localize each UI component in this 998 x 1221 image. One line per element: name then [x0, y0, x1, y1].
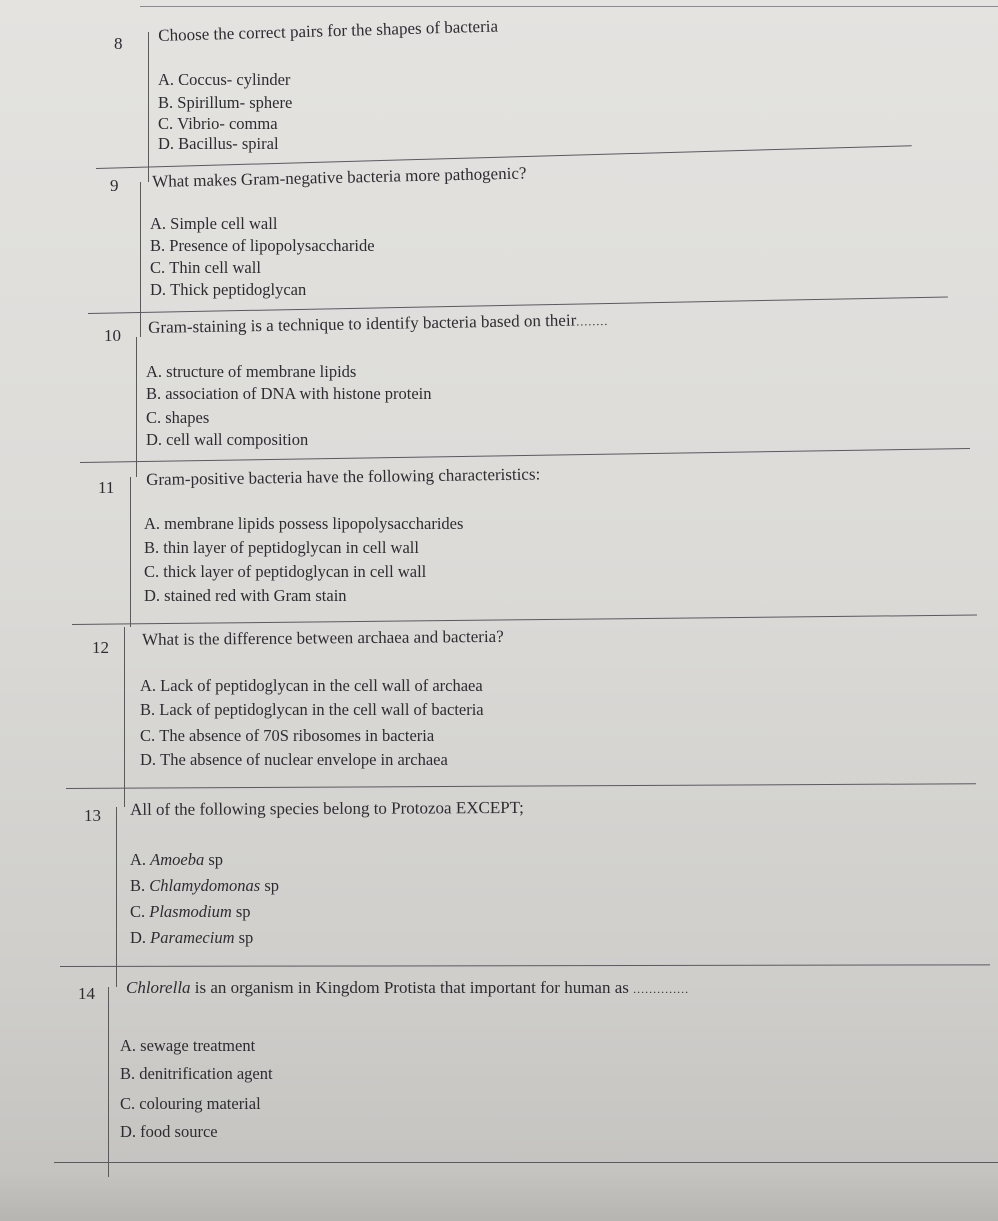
row-divider-3 — [80, 448, 970, 463]
option: C. The absence of 70S ribosomes in bacteria — [140, 726, 435, 745]
option: D. The absence of nuclear envelope in archaea — [140, 750, 448, 769]
question-number: 10 — [104, 326, 121, 345]
option: D. Thick peptidoglycan — [150, 280, 307, 299]
question-text: All of the following species belong to Protozoa EXCEPT; — [130, 797, 524, 819]
table-top-border — [140, 6, 998, 7]
question-column-divider-3 — [136, 337, 137, 477]
row-divider-6 — [60, 964, 990, 967]
option: D. stained red with Gram stain — [144, 586, 347, 605]
option: A. Amoeba sp — [130, 850, 224, 869]
row-divider-7 — [54, 1162, 998, 1163]
table-surface — [0, 1168, 998, 1221]
question-column-divider-2 — [140, 182, 141, 337]
question-text: Gram-positive bacteria have the following characteristics: — [146, 464, 541, 489]
option: A. sewage treatment — [120, 1036, 256, 1055]
question-text: What is the difference between archaea and bacteria? — [142, 626, 504, 649]
option: D. Paramecium sp — [130, 928, 254, 947]
question-number: 12 — [92, 638, 109, 657]
question-text: Choose the correct pairs for the shapes of bacteria — [158, 16, 499, 45]
option: B. association of DNA with histone protein — [146, 384, 432, 403]
option: B. Spirillum- sphere — [158, 93, 293, 112]
question-column-divider — [148, 32, 149, 182]
answer-blank: .............. — [633, 982, 690, 996]
question-column-divider-6 — [116, 807, 117, 987]
option: A. Coccus- cylinder — [158, 70, 291, 89]
option: B. Presence of lipopolysaccharide — [150, 236, 375, 255]
question-column-divider-5 — [124, 627, 125, 807]
option: A. Lack of peptidoglycan in the cell wall of archaea — [140, 676, 483, 695]
question-number: 9 — [110, 176, 119, 195]
option: D. food source — [120, 1122, 218, 1141]
option: C. colouring material — [120, 1094, 261, 1113]
row-divider-5 — [66, 783, 976, 789]
question-column-divider-7 — [108, 987, 109, 1177]
answer-blank: ........ — [576, 313, 609, 329]
question-number: 14 — [78, 984, 95, 1003]
option: A. membrane lipids possess lipopolysaccharides — [144, 514, 464, 533]
option: B. Lack of peptidoglycan in the cell wall of bacteria — [140, 700, 484, 719]
option: C. shapes — [146, 408, 210, 427]
option: A. Simple cell wall — [150, 214, 278, 233]
option: C. Vibrio- comma — [158, 114, 278, 133]
option: C. Plasmodium sp — [130, 902, 251, 921]
option: D. Bacillus- spiral — [158, 134, 279, 153]
question-column-divider-4 — [130, 477, 131, 627]
question-number: 11 — [98, 478, 115, 497]
question-number: 8 — [114, 34, 123, 53]
option: D. cell wall composition — [146, 430, 309, 449]
option: B. denitrification agent — [120, 1064, 273, 1083]
option: B. thin layer of peptidoglycan in cell wall — [144, 538, 419, 557]
option: A. structure of membrane lipids — [146, 362, 357, 381]
option: C. Thin cell wall — [150, 258, 261, 277]
question-number: 13 — [84, 806, 101, 825]
option: B. Chlamydomonas sp — [130, 876, 279, 895]
option: C. thick layer of peptidoglycan in cell wall — [144, 562, 427, 581]
question-text: Chlorella is an organism in Kingdom Protista that important for human as .............. — [126, 978, 690, 997]
question-text: Gram-staining is a technique to identify bacteria based on their........ — [148, 310, 609, 337]
question-text: What makes Gram-negative bacteria more pathogenic? — [152, 163, 527, 191]
row-divider-4 — [72, 615, 977, 625]
